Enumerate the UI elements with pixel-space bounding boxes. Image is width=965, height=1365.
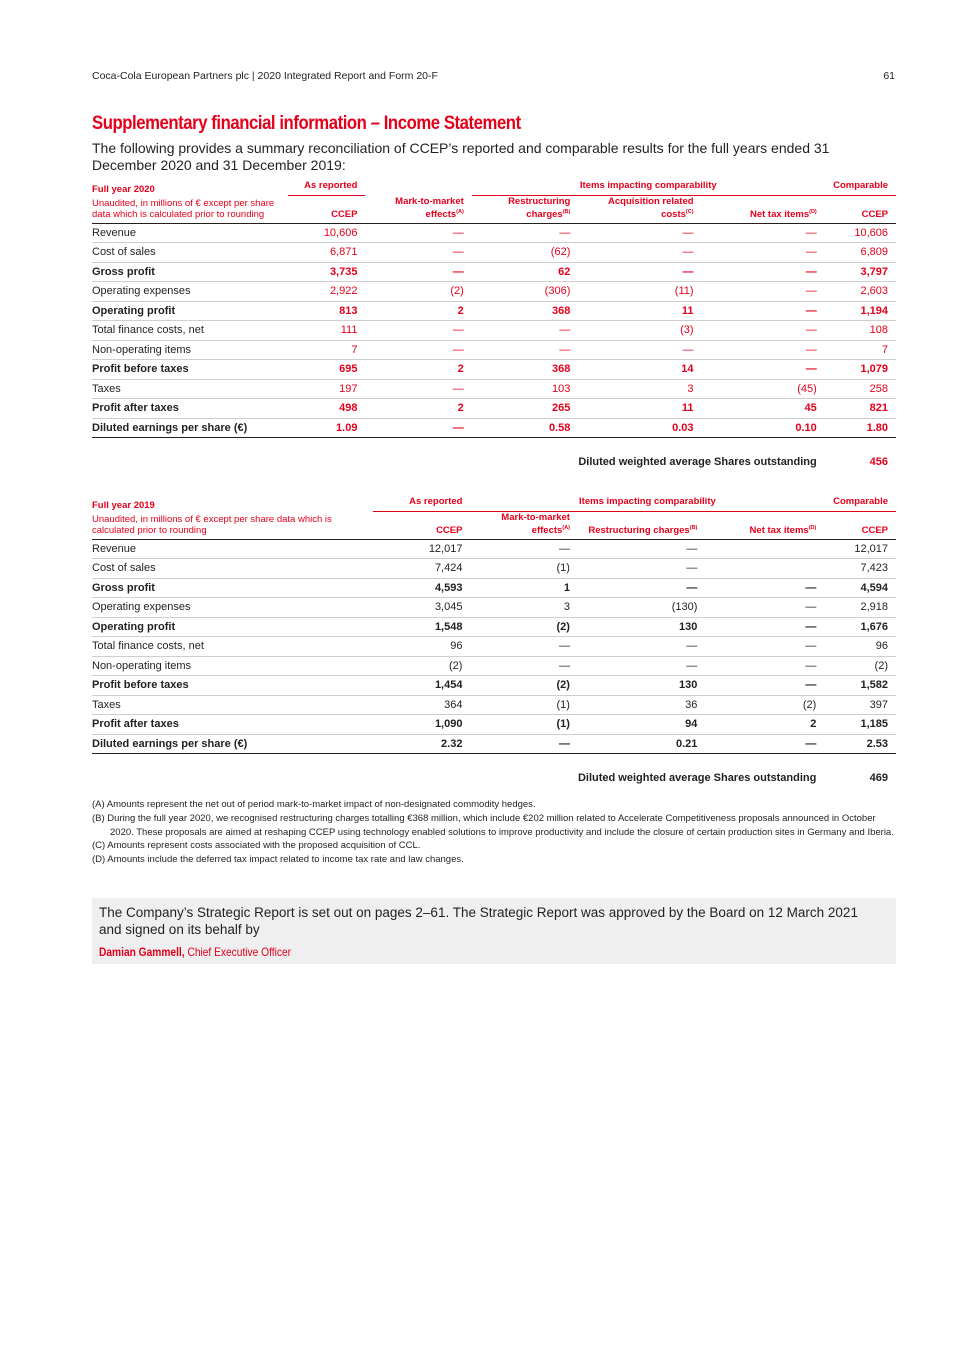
cell-value: —: [472, 223, 579, 243]
cell-value: 2: [365, 399, 471, 419]
row-label: Gross profit: [92, 578, 373, 598]
col-ccep-comparable: CCEP: [824, 511, 896, 539]
year-label: Full year 2020: [92, 184, 155, 195]
cell-value: 12,017: [373, 539, 471, 559]
approval-text: The Company’s Strategic Report is set out on pages 2–61. The Strategic Report was approved by the Board on 12 March 2021 and signed on its behalf by: [99, 905, 858, 937]
cell-value: 130: [578, 676, 705, 696]
cell-value: 11: [578, 399, 701, 419]
cell-value: 3: [470, 598, 577, 618]
row-label: Profit before taxes: [92, 360, 288, 380]
cell-value: —: [365, 379, 471, 399]
weighted-average-row: [92, 438, 896, 469]
cell-value: 1.80: [825, 418, 896, 438]
cell-value: (3): [578, 321, 701, 341]
cell-value: [705, 539, 824, 559]
cell-value: (306): [472, 282, 579, 302]
cell-value: —: [702, 262, 825, 282]
intro-text: The following provides a summary reconciliation of CCEP’s reported and comparable results for the full years ended 31 December 2020 and 31 December 2019:: [92, 140, 830, 173]
cell-value: 821: [825, 399, 896, 419]
col-mark-to-market: Mark-to-market effects$^{(A)}$: [470, 511, 577, 539]
cell-value: —: [705, 617, 824, 637]
cell-value: —: [702, 243, 825, 263]
footnotes: [92, 798, 896, 867]
cell-value: —: [470, 539, 577, 559]
cell-value: (62): [472, 243, 579, 263]
table-description: Unaudited, in millions of € except per share data which is calculated prior to rounding: [92, 511, 373, 539]
cell-value: 1,194: [825, 301, 896, 321]
table-row: [92, 321, 896, 341]
table-row: [92, 734, 896, 754]
row-label: Operating expenses: [92, 598, 373, 618]
cell-value: 3,797: [825, 262, 896, 282]
table-row: [92, 656, 896, 676]
cell-value: 7,423: [824, 559, 896, 579]
cell-value: (2): [470, 676, 577, 696]
cell-value: 2,603: [825, 282, 896, 302]
cell-value: 1,548: [373, 617, 471, 637]
cell-value: 197: [288, 379, 365, 399]
weighted-average-row: [92, 754, 896, 785]
row-label: Gross profit: [92, 262, 288, 282]
table-row: [92, 559, 896, 579]
cell-value: 7,424: [373, 559, 471, 579]
cell-value: 2: [365, 301, 471, 321]
cell-value: —: [578, 262, 701, 282]
cell-value: 695: [288, 360, 365, 380]
cell-value: 6,809: [825, 243, 896, 263]
cell-value: (2): [824, 656, 896, 676]
cell-value: 368: [472, 301, 579, 321]
strategic-report-box: [92, 898, 896, 964]
row-label: Cost of sales: [92, 559, 373, 579]
cell-value: —: [702, 282, 825, 302]
cell-value: (130): [578, 598, 705, 618]
col-mark-to-market: Mark-to-market effects$^{(A)}$: [365, 195, 471, 223]
cell-value: —: [470, 656, 577, 676]
table-row: [92, 340, 896, 360]
row-label: Taxes: [92, 379, 288, 399]
signature-line: [99, 945, 291, 959]
cell-value: 0.21: [578, 734, 705, 754]
col-net-tax: Net tax items$^{(D)}$: [705, 511, 824, 539]
table-row: [92, 695, 896, 715]
cell-value: 1: [470, 578, 577, 598]
year-label: Full year 2019: [92, 500, 155, 511]
table-row: [92, 243, 896, 263]
group-comparable: Comparable: [824, 494, 896, 511]
cell-value: 0.03: [578, 418, 701, 438]
cell-value: 258: [825, 379, 896, 399]
cell-value: 130: [578, 617, 705, 637]
footnote-d: (D) Amounts include the deferred tax impact related to income tax rate and law changes.: [92, 854, 464, 866]
table-row: [92, 301, 896, 321]
row-label: Profit before taxes: [92, 676, 373, 696]
cell-value: —: [472, 321, 579, 341]
cell-value: 368: [472, 360, 579, 380]
cell-value: 265: [472, 399, 579, 419]
cell-value: —: [705, 598, 824, 618]
row-label: Total finance costs, net: [92, 321, 288, 341]
cell-value: (2): [470, 617, 577, 637]
cell-value: (2): [365, 282, 471, 302]
page-title: Supplementary financial information – Income Statement: [92, 113, 521, 134]
cell-value: —: [365, 223, 471, 243]
cell-value: 111: [288, 321, 365, 341]
cell-value: (2): [705, 695, 824, 715]
cell-value: —: [578, 539, 705, 559]
cell-value: 364: [373, 695, 471, 715]
row-label: Non-operating items: [92, 656, 373, 676]
col-restructuring: Restructuring charges$^{(B)}$: [578, 511, 705, 539]
income-table-2019: [92, 494, 896, 784]
signatory-title: Chief Executive Officer: [187, 945, 292, 959]
cell-value: —: [470, 637, 577, 657]
row-label: Profit after taxes: [92, 715, 373, 735]
col-restructuring: Restructuring charges$^{(B)}$: [472, 195, 579, 223]
cell-value: —: [705, 637, 824, 657]
row-label: Diluted earnings per share (€): [92, 734, 373, 754]
col-ccep-reported: CCEP: [373, 511, 471, 539]
row-label: Operating profit: [92, 301, 288, 321]
group-items-comparability: Items impacting comparability: [472, 178, 825, 195]
income-table-2020: [92, 178, 896, 468]
cell-value: —: [578, 559, 705, 579]
cell-value: —: [578, 340, 701, 360]
page-number: 61: [883, 70, 895, 82]
row-label: Diluted earnings per share (€): [92, 418, 288, 438]
cell-value: 12,017: [824, 539, 896, 559]
cell-value: 1,079: [825, 360, 896, 380]
table-row: [92, 676, 896, 696]
table-row: [92, 715, 896, 735]
cell-value: 813: [288, 301, 365, 321]
cell-value: 96: [824, 637, 896, 657]
cell-value: —: [705, 734, 824, 754]
table-row: [92, 223, 896, 243]
cell-value: 14: [578, 360, 701, 380]
cell-value: 2.32: [373, 734, 471, 754]
cell-value: (45): [702, 379, 825, 399]
cell-value: —: [578, 578, 705, 598]
cell-value: 4,594: [824, 578, 896, 598]
cell-value: 2: [705, 715, 824, 735]
cell-value: 1.09: [288, 418, 365, 438]
cell-value: —: [365, 418, 471, 438]
cell-value: 94: [578, 715, 705, 735]
cell-value: (1): [470, 695, 577, 715]
cell-value: 1,582: [824, 676, 896, 696]
cell-value: —: [705, 578, 824, 598]
cell-value: —: [702, 321, 825, 341]
weighted-average-label: Diluted weighted average Shares outstanding: [578, 456, 817, 469]
signatory-name: Damian Gammell,: [99, 945, 185, 959]
cell-value: —: [702, 301, 825, 321]
cell-value: 11: [578, 301, 701, 321]
table-row: [92, 262, 896, 282]
cell-value: —: [472, 340, 579, 360]
cell-value: 3,735: [288, 262, 365, 282]
table-row: [92, 282, 896, 302]
page-header: [92, 70, 895, 82]
cell-value: 3: [578, 379, 701, 399]
table-row: [92, 637, 896, 657]
cell-value: 10,606: [288, 223, 365, 243]
cell-value: 2: [365, 360, 471, 380]
group-items-comparability: Items impacting comparability: [470, 494, 824, 511]
cell-value: 10,606: [825, 223, 896, 243]
footnote-c: (C) Amounts represent costs associated with the proposed acquisition of CCL.: [92, 840, 421, 852]
cell-value: —: [578, 637, 705, 657]
row-label: Taxes: [92, 695, 373, 715]
cell-value: 1,090: [373, 715, 471, 735]
row-label: Operating profit: [92, 617, 373, 637]
cell-value: —: [365, 243, 471, 263]
table-row: [92, 360, 896, 380]
table-row: [92, 578, 896, 598]
cell-value: 103: [472, 379, 579, 399]
cell-value: —: [705, 656, 824, 676]
cell-value: 6,871: [288, 243, 365, 263]
cell-value: 62: [472, 262, 579, 282]
cell-value: —: [578, 243, 701, 263]
cell-value: —: [365, 340, 471, 360]
cell-value: —: [702, 340, 825, 360]
cell-value: 7: [825, 340, 896, 360]
cell-value: 0.10: [702, 418, 825, 438]
row-label: Total finance costs, net: [92, 637, 373, 657]
footnote-b: (B) During the full year 2020, we recognised restructuring charges totalling €368 million, which include €202 million related to Accelerate Competitiveness proposals announced in October 2020. These proposals are aimed at reshaping CCEP using technology enabled solutions to improve productivity and include the closure of certain production sites in Germany and Iberia.: [92, 812, 894, 838]
cell-value: 3,045: [373, 598, 471, 618]
row-label: Revenue: [92, 539, 373, 559]
cell-value: 1,185: [824, 715, 896, 735]
cell-value: 7: [288, 340, 365, 360]
col-net-tax: Net tax items$^{(D)}$: [702, 195, 825, 223]
cell-value: 2.53: [824, 734, 896, 754]
cell-value: 2,922: [288, 282, 365, 302]
cell-value: (2): [373, 656, 471, 676]
cell-value: —: [365, 262, 471, 282]
cell-value: 1,676: [824, 617, 896, 637]
weighted-average-label: Diluted weighted average Shares outstanding: [577, 772, 817, 785]
cell-value: [705, 559, 824, 579]
table-description: Unaudited, in millions of € except per share data which is calculated prior to rounding: [92, 195, 288, 223]
cell-value: 397: [824, 695, 896, 715]
group-as-reported: As reported: [373, 494, 471, 511]
row-label: Operating expenses: [92, 282, 288, 302]
cell-value: 4,593: [373, 578, 471, 598]
cell-value: 45: [702, 399, 825, 419]
group-comparable: Comparable: [825, 178, 896, 195]
col-ccep-reported: CCEP: [288, 195, 365, 223]
cell-value: —: [365, 321, 471, 341]
cell-value: (11): [578, 282, 701, 302]
table-row: [92, 598, 896, 618]
row-label: Revenue: [92, 223, 288, 243]
group-as-reported: As reported: [288, 178, 365, 195]
cell-value: —: [470, 734, 577, 754]
col-acquisition: Acquisition related costs$^{(C)}$: [578, 195, 701, 223]
cell-value: —: [578, 223, 701, 243]
cell-value: (1): [470, 559, 577, 579]
cell-value: 498: [288, 399, 365, 419]
table-row: [92, 379, 896, 399]
cell-value: 108: [825, 321, 896, 341]
row-label: Non-operating items: [92, 340, 288, 360]
cell-value: 0.58: [472, 418, 579, 438]
table-row: [92, 418, 896, 438]
row-label: Cost of sales: [92, 243, 288, 263]
cell-value: —: [705, 676, 824, 696]
cell-value: —: [702, 360, 825, 380]
cell-value: —: [702, 223, 825, 243]
cell-value: 1,454: [373, 676, 471, 696]
footnote-a: (A) Amounts represent the net out of period mark-to-market impact of non-designated commodity hedges.: [92, 799, 536, 810]
col-ccep-comparable: CCEP: [825, 195, 896, 223]
table-row: [92, 539, 896, 559]
weighted-average-value: 456: [869, 456, 888, 469]
cell-value: 96: [373, 637, 471, 657]
row-label: Profit after taxes: [92, 399, 288, 419]
table-row: [92, 617, 896, 637]
weighted-average-value: 469: [869, 772, 888, 785]
cell-value: 2,918: [824, 598, 896, 618]
table-row: [92, 399, 896, 419]
cell-value: (1): [470, 715, 577, 735]
report-title: Coca-Cola European Partners plc | 2020 Integrated Report and Form 20-F: [92, 70, 438, 82]
cell-value: —: [578, 656, 705, 676]
cell-value: 36: [578, 695, 705, 715]
